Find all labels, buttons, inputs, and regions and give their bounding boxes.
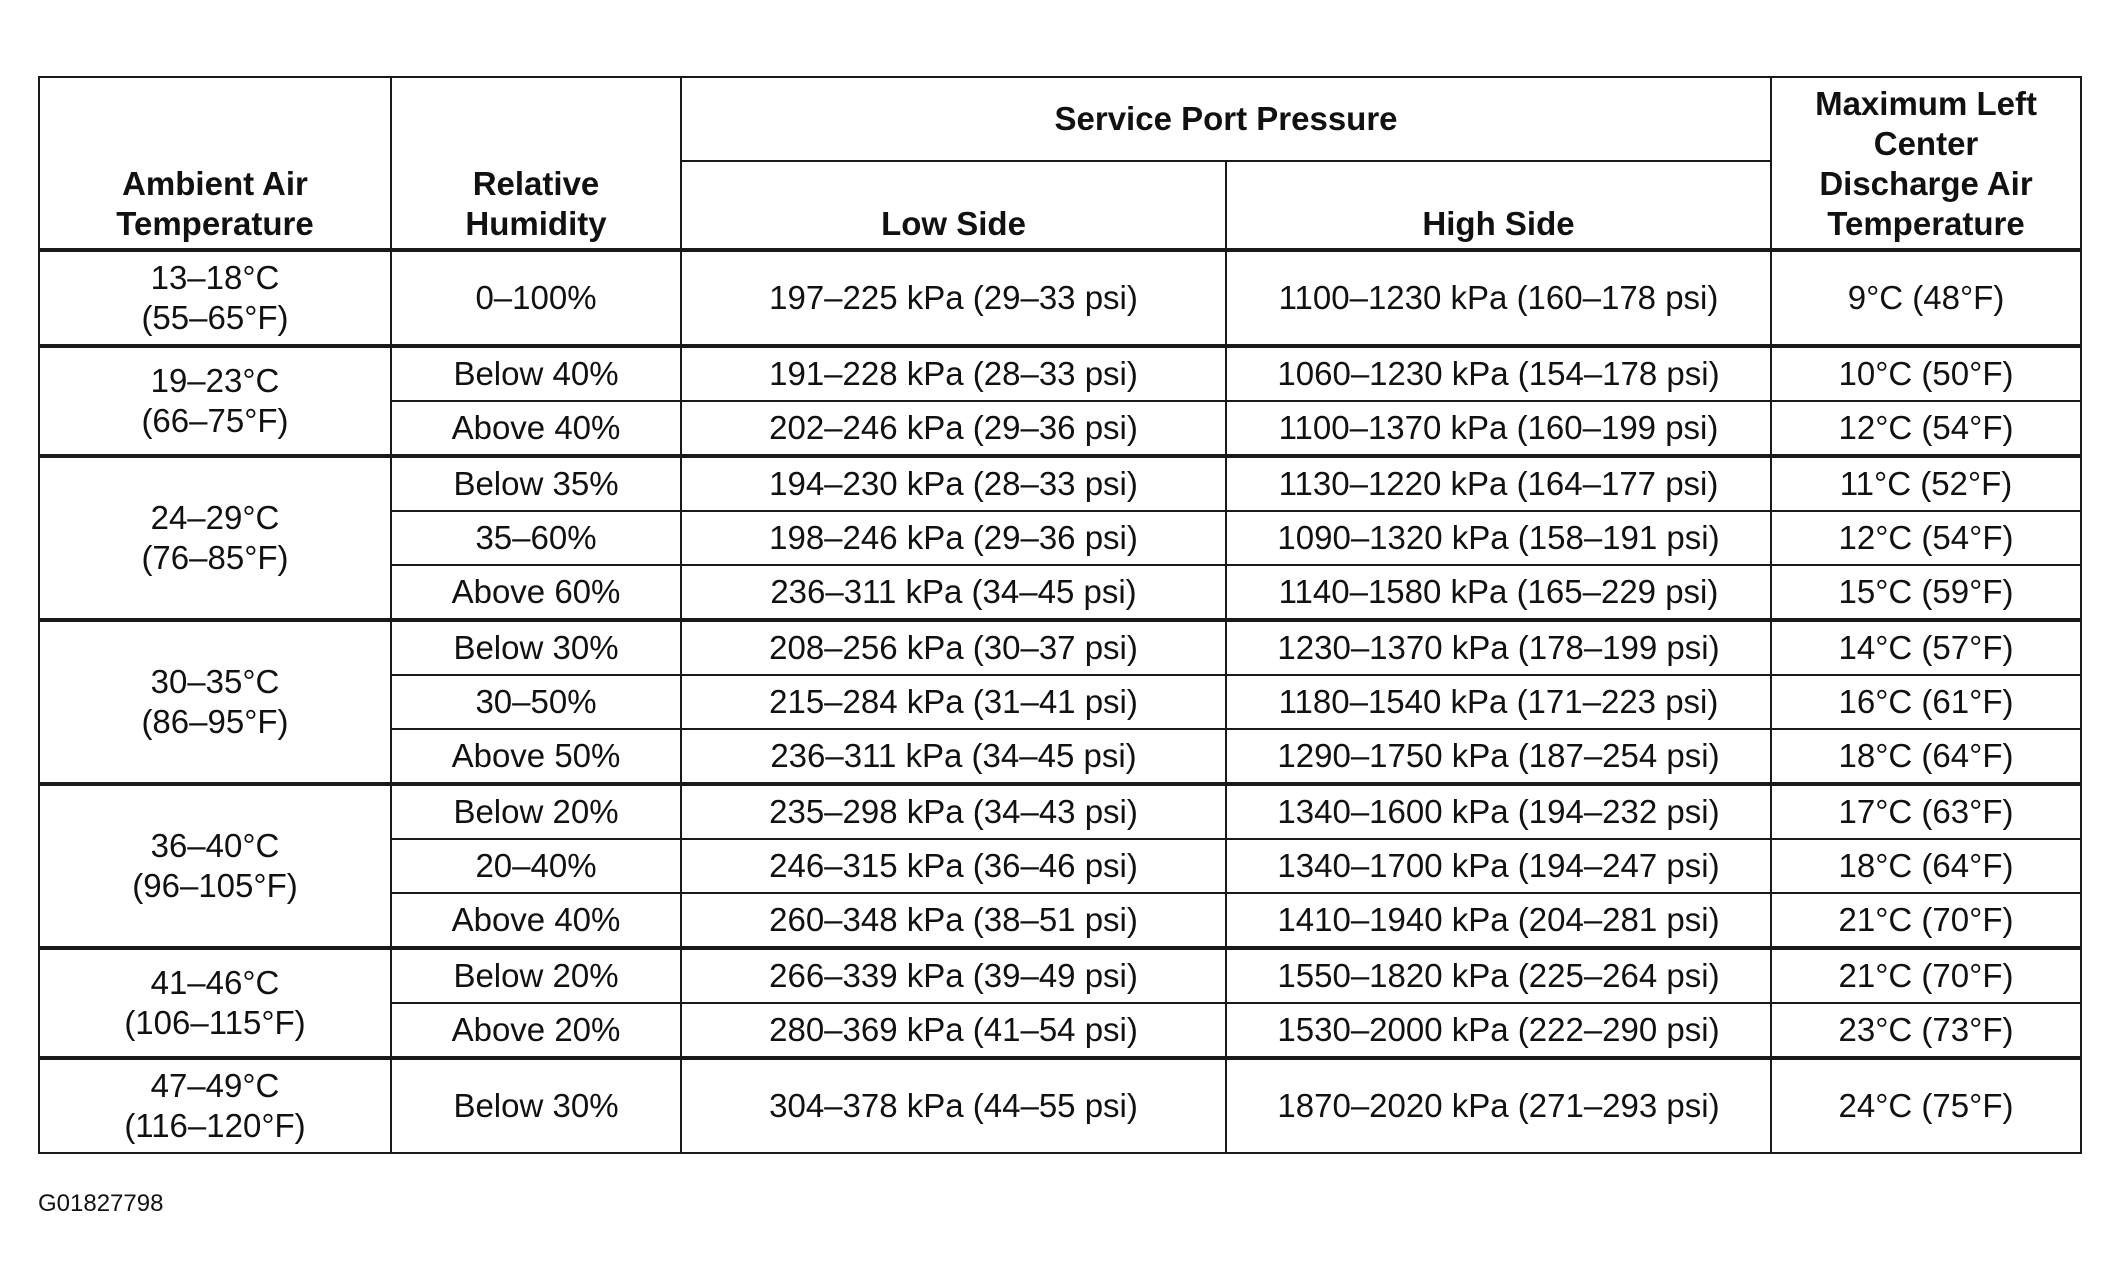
max-temp-cell: 9°C (48°F) (1771, 250, 2081, 346)
high-side-cell: 1340–1700 kPa (194–247 psi) (1226, 839, 1771, 893)
humidity-cell: Below 35% (391, 456, 681, 511)
max-temp-cell: 18°C (64°F) (1771, 729, 2081, 784)
high-side-cell: 1870–2020 kPa (271–293 psi) (1226, 1058, 1771, 1153)
max-temp-cell: 17°C (63°F) (1771, 784, 2081, 839)
temp-celsius: 30–35°C (150, 663, 280, 700)
humidity-cell: Above 60% (391, 565, 681, 620)
humidity-cell: Below 20% (391, 784, 681, 839)
ambient-temp-cell (39, 948, 391, 1058)
humidity-cell: 30–50% (391, 675, 681, 729)
temp-celsius: 13–18°C (150, 259, 280, 296)
max-temp-cell: 10°C (50°F) (1771, 346, 2081, 401)
high-side-cell: 1290–1750 kPa (187–254 psi) (1226, 729, 1771, 784)
max-temp-cell: 11°C (52°F) (1771, 456, 2081, 511)
humidity-cell: 20–40% (391, 839, 681, 893)
max-temp-cell: 18°C (64°F) (1771, 839, 2081, 893)
table-row (39, 620, 2081, 675)
header-low-side: Low Side (681, 161, 1226, 250)
header-humidity-line2: Humidity (465, 205, 607, 242)
high-side-cell: 1140–1580 kPa (165–229 psi) (1226, 565, 1771, 620)
humidity-cell: Above 20% (391, 1003, 681, 1058)
high-side-cell: 1180–1540 kPa (171–223 psi) (1226, 675, 1771, 729)
max-temp-cell: 23°C (73°F) (1771, 1003, 2081, 1058)
temp-celsius: 19–23°C (150, 362, 280, 399)
temp-celsius: 47–49°C (150, 1067, 280, 1104)
high-side-cell: 1340–1600 kPa (194–232 psi) (1226, 784, 1771, 839)
high-side-cell: 1060–1230 kPa (154–178 psi) (1226, 346, 1771, 401)
low-side-cell: 198–246 kPa (29–36 psi) (681, 511, 1226, 565)
max-temp-cell: 12°C (54°F) (1771, 511, 2081, 565)
header-ambient-line2: Temperature (116, 205, 314, 242)
humidity-cell: Below 30% (391, 1058, 681, 1153)
header-high-side: High Side (1226, 161, 1771, 250)
low-side-cell: 215–284 kPa (31–41 psi) (681, 675, 1226, 729)
ambient-temp-cell (39, 620, 391, 784)
temp-fahrenheit: (96–105°F) (132, 867, 298, 904)
table-row (39, 1058, 2081, 1153)
table-row (39, 456, 2081, 511)
humidity-cell: 35–60% (391, 511, 681, 565)
high-side-cell: 1410–1940 kPa (204–281 psi) (1226, 893, 1771, 948)
low-side-cell: 260–348 kPa (38–51 psi) (681, 893, 1226, 948)
table-row (39, 784, 2081, 839)
humidity-cell: Above 40% (391, 401, 681, 456)
humidity-cell: Below 40% (391, 346, 681, 401)
figure-id: G01827798 (38, 1190, 164, 1217)
temp-fahrenheit: (76–85°F) (141, 539, 289, 576)
low-side-cell: 208–256 kPa (30–37 psi) (681, 620, 1226, 675)
max-temp-cell: 21°C (70°F) (1771, 948, 2081, 1003)
low-side-cell: 236–311 kPa (34–45 psi) (681, 565, 1226, 620)
low-side-cell: 197–225 kPa (29–33 psi) (681, 250, 1226, 346)
header-max-line2: Center (1873, 125, 1979, 162)
high-side-cell: 1100–1370 kPa (160–199 psi) (1226, 401, 1771, 456)
header-max-line1: Maximum Left (1815, 85, 2037, 122)
header-service-port-pressure: Service Port Pressure (681, 77, 1771, 161)
max-temp-cell: 21°C (70°F) (1771, 893, 2081, 948)
humidity-cell: Below 30% (391, 620, 681, 675)
temp-fahrenheit: (55–65°F) (141, 299, 289, 336)
humidity-cell: Above 50% (391, 729, 681, 784)
low-side-cell: 246–315 kPa (36–46 psi) (681, 839, 1226, 893)
low-side-cell: 202–246 kPa (29–36 psi) (681, 401, 1226, 456)
high-side-cell: 1550–1820 kPa (225–264 psi) (1226, 948, 1771, 1003)
temp-fahrenheit: (66–75°F) (141, 402, 289, 439)
ambient-temp-cell (39, 456, 391, 620)
table-row (39, 948, 2081, 1003)
header-ambient-air-temperature (39, 77, 391, 250)
humidity-cell: Above 40% (391, 893, 681, 948)
low-side-cell: 191–228 kPa (28–33 psi) (681, 346, 1226, 401)
header-max-line3: Discharge Air (1819, 165, 2033, 202)
temp-fahrenheit: (116–120°F) (124, 1107, 306, 1144)
header-max-discharge-air-temperature (1771, 77, 2081, 250)
temp-celsius: 24–29°C (150, 499, 280, 536)
ambient-temp-cell (39, 784, 391, 948)
header-max-line4: Temperature (1827, 205, 2025, 242)
high-side-cell: 1230–1370 kPa (178–199 psi) (1226, 620, 1771, 675)
high-side-cell: 1530–2000 kPa (222–290 psi) (1226, 1003, 1771, 1058)
max-temp-cell: 24°C (75°F) (1771, 1058, 2081, 1153)
low-side-cell: 235–298 kPa (34–43 psi) (681, 784, 1226, 839)
ambient-temp-cell (39, 346, 391, 456)
header-ambient-line1: Ambient Air (122, 165, 308, 202)
low-side-cell: 304–378 kPa (44–55 psi) (681, 1058, 1226, 1153)
max-temp-cell: 16°C (61°F) (1771, 675, 2081, 729)
temp-fahrenheit: (106–115°F) (124, 1004, 306, 1041)
low-side-cell: 280–369 kPa (41–54 psi) (681, 1003, 1226, 1058)
low-side-cell: 266–339 kPa (39–49 psi) (681, 948, 1226, 1003)
header-relative-humidity (391, 77, 681, 250)
ac-performance-table (38, 76, 2082, 1154)
table-row (39, 346, 2081, 401)
max-temp-cell: 14°C (57°F) (1771, 620, 2081, 675)
max-temp-cell: 15°C (59°F) (1771, 565, 2081, 620)
humidity-cell: 0–100% (391, 250, 681, 346)
low-side-cell: 194–230 kPa (28–33 psi) (681, 456, 1226, 511)
header-humidity-line1: Relative (472, 165, 600, 202)
humidity-cell: Below 20% (391, 948, 681, 1003)
ambient-temp-cell (39, 250, 391, 346)
high-side-cell: 1100–1230 kPa (160–178 psi) (1226, 250, 1771, 346)
temp-celsius: 36–40°C (150, 827, 280, 864)
temp-celsius: 41–46°C (150, 964, 280, 1001)
high-side-cell: 1130–1220 kPa (164–177 psi) (1226, 456, 1771, 511)
max-temp-cell: 12°C (54°F) (1771, 401, 2081, 456)
high-side-cell: 1090–1320 kPa (158–191 psi) (1226, 511, 1771, 565)
ambient-temp-cell (39, 1058, 391, 1153)
temp-fahrenheit: (86–95°F) (141, 703, 289, 740)
table-row (39, 250, 2081, 346)
table-header-row (39, 77, 2081, 161)
low-side-cell: 236–311 kPa (34–45 psi) (681, 729, 1226, 784)
